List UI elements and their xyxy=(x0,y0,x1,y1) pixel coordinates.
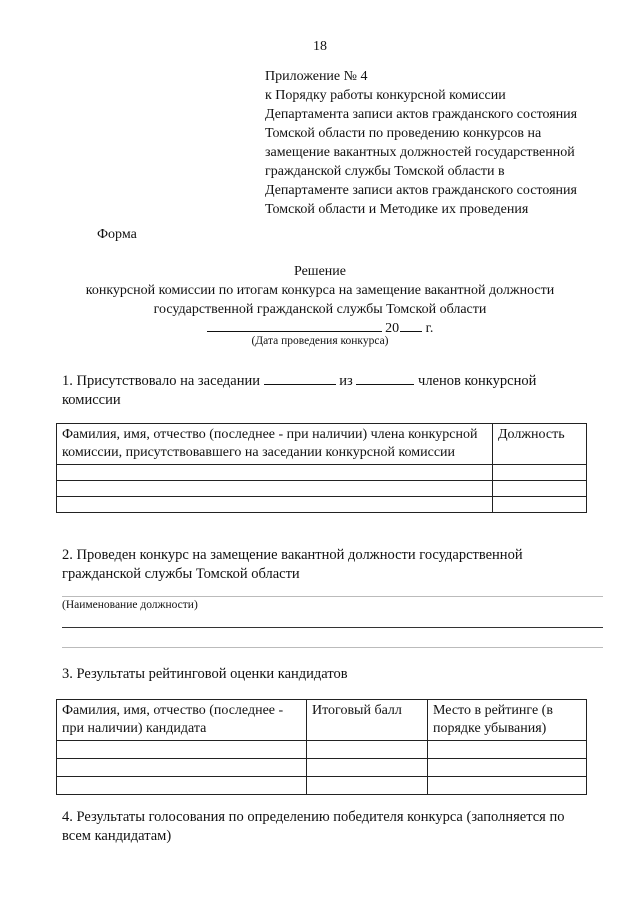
table-row xyxy=(57,497,587,513)
attendees-table xyxy=(56,423,587,513)
table-cell[interactable] xyxy=(428,759,587,777)
section-4-line1: 4. Результаты голосования по определению победителя конкурса (заполняется по xyxy=(62,809,565,825)
section-1-text-c: членов конкурсной xyxy=(418,373,537,389)
section-4-line2: всем кандидатам) xyxy=(62,828,172,844)
appendix-line: Департамента записи актов гражданского состояния xyxy=(265,107,578,122)
table-header-row xyxy=(57,700,587,741)
date-year-blank[interactable] xyxy=(400,318,422,332)
table-cell[interactable] xyxy=(493,497,587,513)
table-header-row xyxy=(57,424,587,465)
form-label: Форма xyxy=(97,227,137,242)
table-cell[interactable] xyxy=(57,777,307,795)
table-cell[interactable] xyxy=(428,777,587,795)
section-3-title: 3. Результаты рейтинговой оценки кандидатов xyxy=(62,666,348,682)
table-row xyxy=(57,465,587,481)
section-1-attendance xyxy=(62,371,592,410)
table-cell[interactable] xyxy=(307,777,428,795)
appendix-line: Приложение № 4 xyxy=(265,69,368,84)
decision-subtitle-line1: конкурсной комиссии по итогам конкурса на замещение вакантной должности xyxy=(85,283,555,298)
header-rating-place: Место в рейтинге (в порядке убывания) xyxy=(428,700,587,741)
table-cell[interactable] xyxy=(57,465,493,481)
table-cell[interactable] xyxy=(493,481,587,497)
appendix-line: гражданской службы Томской области в xyxy=(265,164,505,179)
table-row xyxy=(57,759,587,777)
header-position: Должность xyxy=(493,424,587,465)
appendix-line: замещение вакантных должностей государственной xyxy=(265,145,575,160)
total-members-blank[interactable] xyxy=(356,371,414,385)
table-row xyxy=(57,777,587,795)
header-candidate-name: Фамилия, имя, отчество (последнее - при наличии) кандидата xyxy=(57,700,307,741)
section-4-voting xyxy=(62,808,602,846)
section-1-text-a: 1. Присутствовало на заседании xyxy=(62,373,261,389)
appendix-block xyxy=(265,67,625,219)
position-name-hint: (Наименование должности) xyxy=(62,599,198,611)
section-2-line2: гражданской службы Томской области xyxy=(62,566,300,582)
header-member-name: Фамилия, имя, отчество (последнее - при наличии) члена конкурсной комиссии, присутствовавшего на заседании конкурсной комиссии xyxy=(57,424,493,465)
table-cell[interactable] xyxy=(57,481,493,497)
header-total-score: Итоговый балл xyxy=(307,700,428,741)
section-2-line1: 2. Проведен конкурс на замещение вакантной должности государственной xyxy=(62,547,523,563)
position-name-line[interactable] xyxy=(62,627,603,628)
appendix-line: к Порядку работы конкурсной комиссии xyxy=(265,88,506,103)
decision-heading xyxy=(0,262,640,319)
date-hint: (Дата проведения конкурса) xyxy=(251,335,389,347)
table-cell[interactable] xyxy=(493,465,587,481)
appendix-line: Томской области и Методике их проведения xyxy=(265,202,529,217)
table-row xyxy=(57,741,587,759)
table-cell[interactable] xyxy=(57,497,493,513)
decision-subtitle-line2: государственной гражданской службы Томской области xyxy=(153,302,487,317)
section-1-text-d: комиссии xyxy=(62,392,121,408)
table-cell[interactable] xyxy=(307,759,428,777)
position-name-line[interactable] xyxy=(62,647,603,648)
table-cell[interactable] xyxy=(307,741,428,759)
date-year-prefix: 20 xyxy=(385,321,400,336)
decision-title: Решение xyxy=(293,264,346,279)
date-year-suffix: г. xyxy=(425,321,434,336)
section-1-text-b: из xyxy=(339,373,353,389)
page-number: 18 xyxy=(313,39,327,54)
table-cell[interactable] xyxy=(57,759,307,777)
date-day-month-blank[interactable] xyxy=(207,318,382,332)
attended-count-blank[interactable] xyxy=(264,371,336,385)
table-row xyxy=(57,481,587,497)
appendix-line: Департаменте записи актов гражданского состояния xyxy=(265,183,577,198)
appendix-line: Томской области по проведению конкурсов на xyxy=(265,126,542,141)
rating-table xyxy=(56,699,587,795)
position-name-line[interactable] xyxy=(62,596,603,597)
section-2-competition xyxy=(62,546,592,584)
table-cell[interactable] xyxy=(428,741,587,759)
table-cell[interactable] xyxy=(57,741,307,759)
